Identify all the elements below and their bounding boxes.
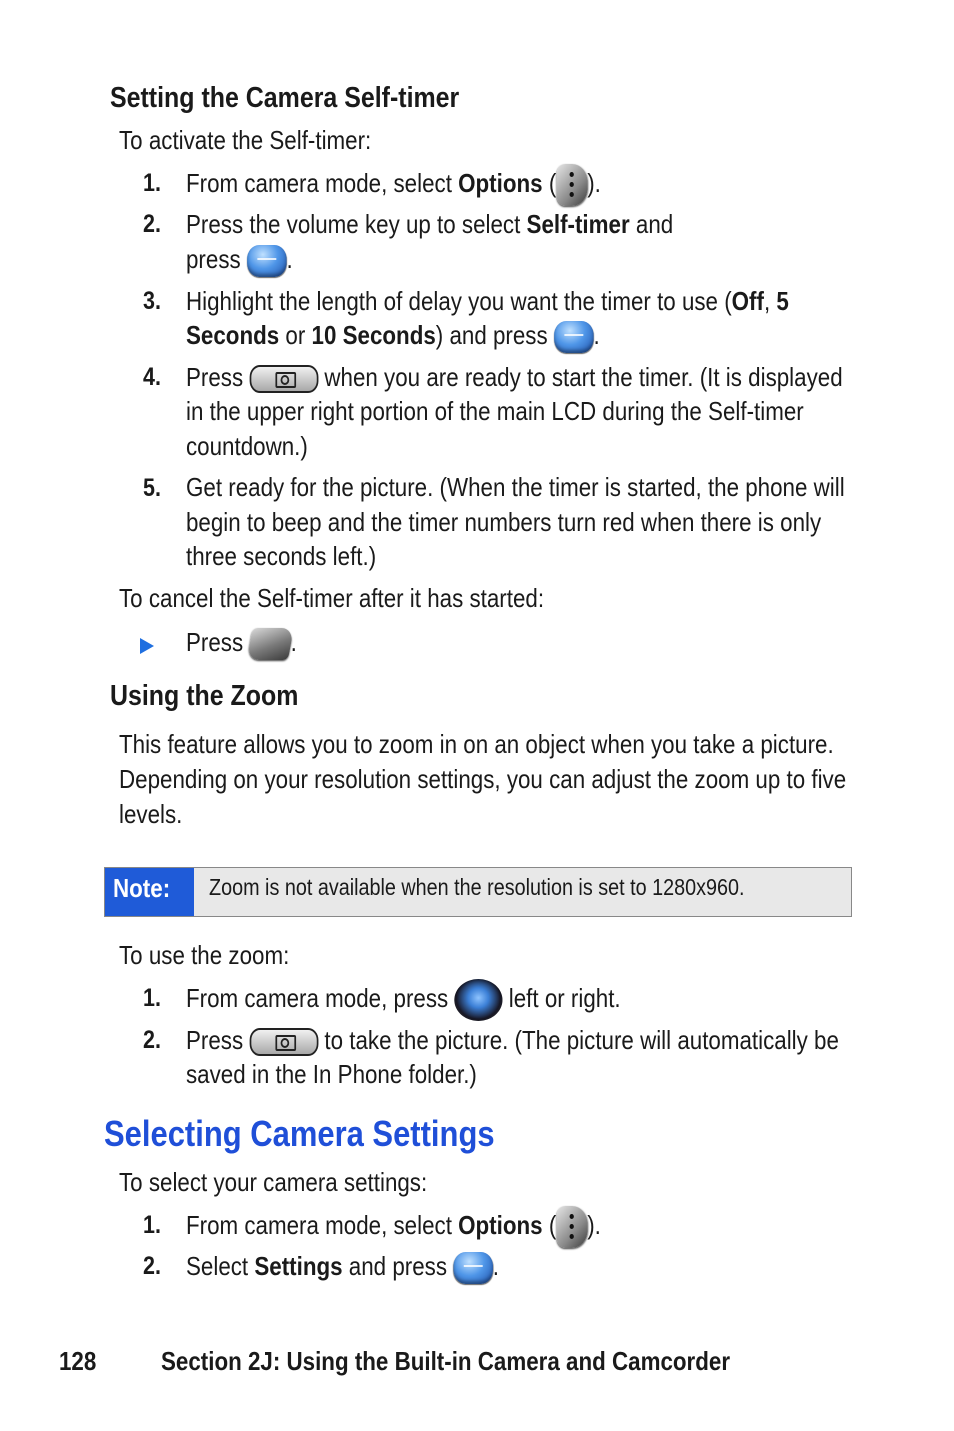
note-box [104,867,852,917]
step-2-text-line2: press . [186,240,310,278]
lead-activate-self-timer: To activate the Self-timer: [119,125,372,155]
zoom-paragraph-line3: levels. [119,799,183,829]
step-3-text: Highlight the length of delay you want the timer to use (Off, 5 [186,286,789,316]
navigation-key-icon [454,979,502,1021]
step-number: 4. [143,363,161,391]
step-number: 2. [143,1026,161,1054]
step-3-text-line2: Seconds or 10 Seconds) and press . [186,316,667,354]
options-key-icon [556,164,587,206]
camera-key-icon [249,365,318,393]
zoom-step-2-text-line2: saved in the In Phone folder.) [186,1059,477,1089]
section-heading-zoom: Using the Zoom [110,680,299,712]
note-text: Zoom is not available when the resolution is set to 1280x960. [209,874,745,900]
step-5-text-line2: begin to beep and the timer numbers turn red when there is only [186,507,822,537]
main-heading-camera-settings: Selecting Camera Settings [104,1113,495,1154]
step-5-text: Get ready for the picture. (When the timer is started, the phone will [186,472,845,502]
step-number: 1. [143,984,161,1012]
note-label: Note: [105,868,194,916]
step-4-text-line2: in the upper right portion of the main LCD during the Self-timer [186,396,804,426]
section-heading-self-timer: Setting the Camera Self-timer [110,82,460,114]
zoom-paragraph-line2: Depending on your resolution settings, you can adjust the zoom up to five [119,764,847,794]
step-number: 2. [143,1252,161,1280]
step-number: 1. [143,1211,161,1239]
zoom-paragraph-line1: This feature allows you to zoom in on an object when you take a picture. [119,729,834,759]
lead-use-zoom: To use the zoom: [119,940,290,970]
settings-step-2-text: Select Settings and press . [186,1246,550,1286]
footer-section-title: Section 2J: Using the Built-in Camera and Camcorder [161,1346,731,1376]
step-number: 3. [143,287,161,315]
back-key-icon [246,628,293,660]
step-number: 1. [143,169,161,197]
step-number: 2. [143,210,161,238]
zoom-step-2-text: Press to take the picture. (The picture will automatically be [186,1025,839,1055]
options-key-icon [556,1206,587,1248]
step-2-text: Press the volume key up to select Self-timer and [186,209,674,239]
cancel-step-text: Press . [186,622,315,662]
page-number: 128 [59,1346,97,1376]
menu-ok-key-icon [453,1252,493,1284]
step-5-text-line3: three seconds left.) [186,541,377,571]
step-number: 5. [143,474,161,502]
bullet-arrow-icon [140,638,154,654]
camera-key-icon [249,1028,318,1056]
menu-ok-key-icon [247,245,287,277]
step-4-text: Press when you are ready to start the timer. (It is displayed [186,362,843,392]
lead-camera-settings: To select your camera settings: [119,1167,428,1197]
zoom-step-1-text: From camera mode, press left or right. [186,975,691,1021]
settings-step-1-text: From camera mode, select Options ( ). [186,1203,668,1248]
step-4-text-line3: countdown.) [186,431,308,461]
step-1-text: From camera mode, select Options ( ). [186,161,668,206]
lead-cancel-self-timer: To cancel the Self-timer after it has started: [119,583,545,613]
menu-ok-key-icon [554,321,594,353]
